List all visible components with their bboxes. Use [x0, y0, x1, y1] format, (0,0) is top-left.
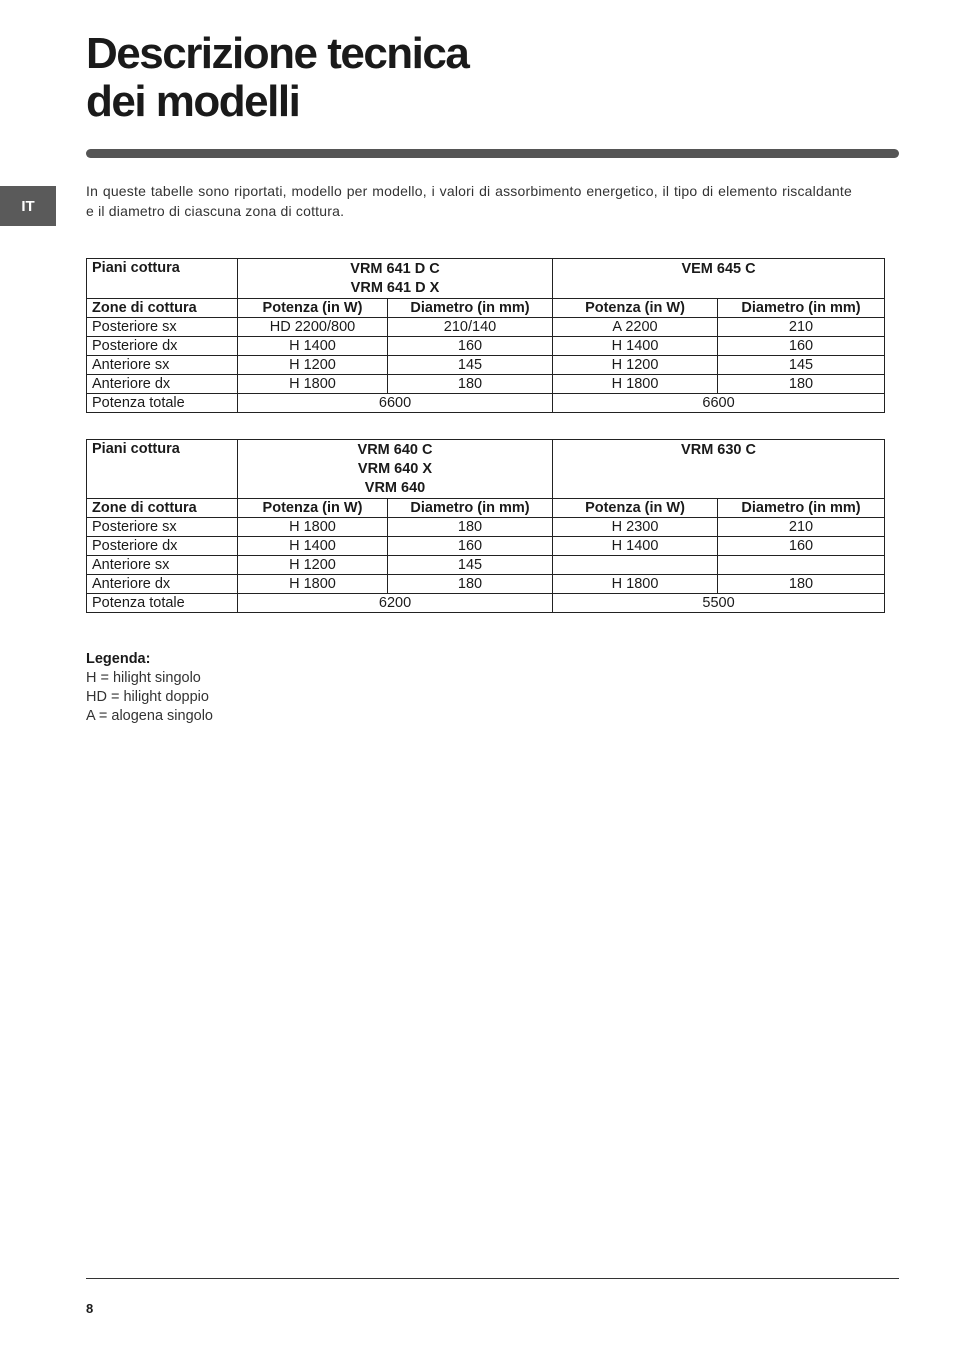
total-power: 6600 — [238, 394, 553, 413]
table-cell: 210 — [718, 518, 885, 537]
table-row — [87, 375, 885, 394]
title-divider — [86, 149, 899, 158]
table-row — [87, 318, 885, 337]
language-tab: IT — [0, 186, 56, 226]
table-cell: H 1200 — [238, 356, 388, 375]
table-cell: H 1800 — [238, 575, 388, 594]
table-row — [87, 440, 885, 499]
model-name: VRM 630 C — [681, 442, 756, 458]
table-row — [87, 594, 885, 613]
table-cell: 210 — [718, 318, 885, 337]
diameter-column-header: Diametro (in mm) — [718, 499, 885, 518]
table-cell: H 1400 — [238, 537, 388, 556]
total-power: 5500 — [553, 594, 885, 613]
table-cell: H 1800 — [553, 375, 718, 394]
model-name: VRM 640 — [364, 480, 426, 496]
table-cell: 145 — [388, 556, 553, 575]
model-name: VRM 641 D C — [350, 261, 440, 277]
table-cell: H 1800 — [238, 375, 388, 394]
table-cell: H 1200 — [238, 556, 388, 575]
table-row — [87, 537, 885, 556]
total-power: 6200 — [238, 594, 553, 613]
table-cell: 180 — [388, 375, 553, 394]
table-cell: 180 — [388, 575, 553, 594]
table-cell — [553, 556, 718, 575]
table-cell: HD 2200/800 — [238, 318, 388, 337]
zone-label: Anteriore sx — [87, 556, 238, 575]
power-column-header: Potenza (in W) — [238, 299, 388, 318]
table-cell: H 2300 — [553, 518, 718, 537]
zone-label: Anteriore dx — [87, 575, 238, 594]
zones-header: Zone di cottura — [87, 499, 238, 518]
table-cell: H 1800 — [553, 575, 718, 594]
legend-item: H = hilight singolo — [86, 670, 201, 686]
page-title-line-2: dei modelli — [86, 77, 300, 126]
table-row — [87, 575, 885, 594]
model-name: VRM 640 X — [357, 461, 433, 477]
total-power: 6600 — [553, 394, 885, 413]
table-cell: 180 — [718, 375, 885, 394]
table-cell: H 1400 — [553, 337, 718, 356]
zones-header: Zone di cottura — [87, 299, 238, 318]
zone-label: Posteriore dx — [87, 537, 238, 556]
table-cell: 145 — [718, 356, 885, 375]
table-row — [87, 499, 885, 518]
spec-table-2 — [86, 439, 885, 613]
diameter-column-header: Diametro (in mm) — [388, 299, 553, 318]
table-cell — [718, 556, 885, 575]
intro-paragraph: In queste tabelle sono riportati, modello per modello, i valori di assorbimento energetico, il tipo di elemento riscaldante e il diametro di ciascuna zona di cottura. — [86, 183, 852, 219]
table-row — [87, 394, 885, 413]
power-column-header: Potenza (in W) — [553, 499, 718, 518]
model-name: VEM 645 C — [681, 261, 756, 277]
page-number: 8 — [86, 1301, 94, 1316]
total-label: Potenza totale — [87, 394, 238, 413]
table-cell: H 1400 — [553, 537, 718, 556]
spec-table-1 — [86, 258, 885, 413]
model-group-header — [553, 259, 885, 299]
table-row — [87, 556, 885, 575]
table-cell: 210/140 — [388, 318, 553, 337]
table-cell: 160 — [718, 337, 885, 356]
zone-label: Anteriore sx — [87, 356, 238, 375]
table-cell: 160 — [388, 537, 553, 556]
page-title-line-1: Descrizione tecnica — [86, 29, 469, 78]
zone-label: Posteriore dx — [87, 337, 238, 356]
zone-label: Posteriore sx — [87, 518, 238, 537]
table-cell: H 1400 — [238, 337, 388, 356]
page-title — [86, 30, 468, 126]
table-row — [87, 299, 885, 318]
table-cell: 145 — [388, 356, 553, 375]
legend — [86, 650, 213, 726]
power-column-header: Potenza (in W) — [238, 499, 388, 518]
table-cell: A 2200 — [553, 318, 718, 337]
row-header: Piani cottura — [87, 259, 238, 299]
legend-item: HD = hilight doppio — [86, 689, 209, 705]
diameter-column-header: Diametro (in mm) — [388, 499, 553, 518]
model-group-header — [238, 440, 553, 499]
table-cell: H 1200 — [553, 356, 718, 375]
table-row — [87, 337, 885, 356]
table-cell: 180 — [718, 575, 885, 594]
legend-title: Legenda: — [86, 651, 151, 667]
zone-label: Posteriore sx — [87, 318, 238, 337]
legend-item: A = alogena singolo — [86, 708, 213, 724]
table-cell: H 1800 — [238, 518, 388, 537]
table-cell: 160 — [388, 337, 553, 356]
power-column-header: Potenza (in W) — [553, 299, 718, 318]
model-name: VRM 641 D X — [350, 280, 440, 296]
table-row — [87, 356, 885, 375]
model-group-header — [238, 259, 553, 299]
diameter-column-header: Diametro (in mm) — [718, 299, 885, 318]
table-row — [87, 518, 885, 537]
row-header: Piani cottura — [87, 440, 238, 499]
model-group-header — [553, 440, 885, 499]
zone-label: Anteriore dx — [87, 375, 238, 394]
table-row — [87, 259, 885, 299]
table-cell: 180 — [388, 518, 553, 537]
footer-divider — [86, 1278, 899, 1279]
model-name: VRM 640 C — [357, 442, 433, 458]
total-label: Potenza totale — [87, 594, 238, 613]
table-cell: 160 — [718, 537, 885, 556]
